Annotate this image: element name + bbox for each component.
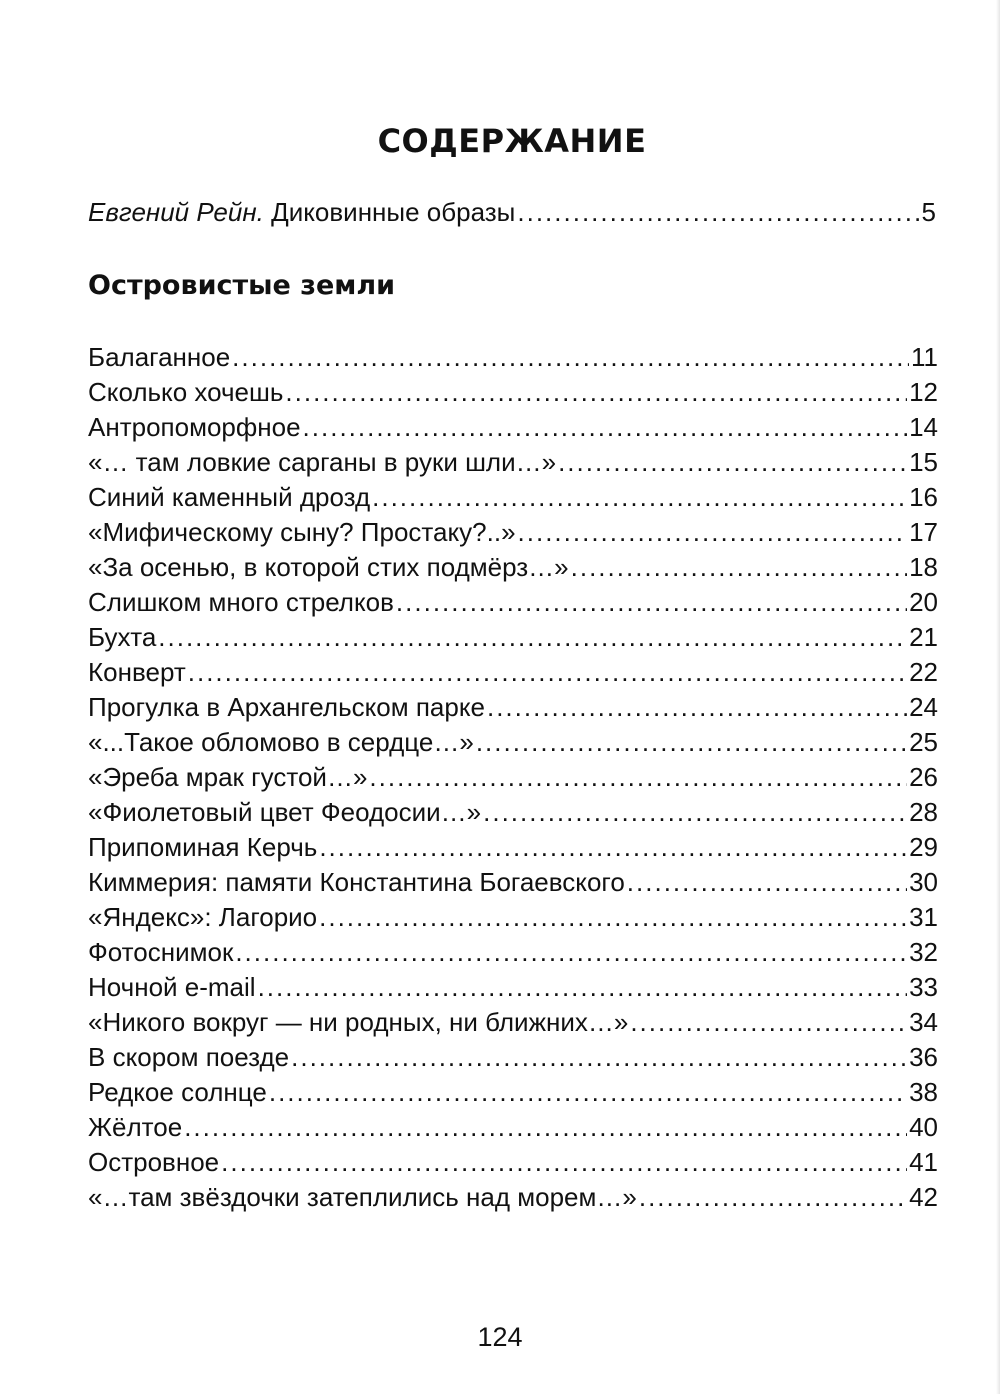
dot-leader	[221, 1145, 907, 1180]
dot-leader	[158, 620, 907, 655]
toc-entry-page-number: 26	[909, 762, 938, 792]
intro-separator	[264, 197, 271, 228]
dot-leader	[487, 690, 907, 725]
toc-entry-page-number: 14	[909, 412, 938, 442]
toc-entry-title: Балаганное	[88, 342, 231, 372]
toc-entry-page-number: 31	[909, 902, 938, 932]
section-title: Островистые земли	[88, 270, 396, 301]
toc-entry[interactable]	[88, 620, 938, 655]
toc-entry-page-number: 11	[911, 342, 938, 372]
toc-entry-title: Редкое солнце	[88, 1077, 267, 1107]
toc-entry-page-number: 17	[909, 517, 938, 547]
toc-entry-page-number: 15	[909, 447, 938, 477]
toc-entry[interactable]	[88, 1040, 938, 1075]
toc-entry[interactable]	[88, 550, 938, 585]
toc-entry-title: «За осенью, в которой стих подмёрз…»	[88, 552, 569, 582]
toc-entry-title: «Фиолетовый цвет Феодосии…»	[88, 797, 482, 827]
intro-author: Евгений Рейн.	[88, 197, 264, 227]
dot-leader	[232, 340, 909, 375]
dot-leader	[188, 655, 907, 690]
toc-entry-page-number: 25	[909, 727, 938, 757]
dot-leader	[483, 795, 907, 830]
toc-entry[interactable]	[88, 410, 938, 445]
dot-leader	[291, 1040, 907, 1075]
toc-entry[interactable]	[88, 585, 938, 620]
dot-leader	[369, 760, 907, 795]
toc-entry[interactable]	[88, 935, 938, 970]
toc-entry[interactable]	[88, 655, 938, 690]
toc-entry[interactable]	[88, 970, 938, 1005]
toc-entry[interactable]	[88, 690, 938, 725]
toc-entry[interactable]	[88, 1110, 938, 1145]
toc-entry[interactable]	[88, 445, 938, 480]
toc-entry[interactable]	[88, 375, 938, 410]
toc-entry-title: «Эреба мрак густой…»	[88, 762, 368, 792]
toc-entry[interactable]	[88, 1145, 938, 1180]
toc-entry-page-number: 32	[909, 937, 938, 967]
toc-entry-page-number: 34	[909, 1007, 938, 1037]
dot-leader	[571, 550, 907, 585]
toc-entry-title: «…там звёздочки затеплились над морем…»	[88, 1182, 637, 1212]
toc-entry[interactable]	[88, 1075, 938, 1110]
toc-entry[interactable]	[88, 725, 938, 760]
toc-entry-title: Фотоснимок	[88, 937, 234, 967]
dot-leader	[319, 900, 907, 935]
toc-entry-title: «Никого вокруг — ни родных, ни ближних…»	[88, 1007, 629, 1037]
toc-entry-page-number: 30	[909, 867, 938, 897]
dot-leader	[476, 725, 907, 760]
toc-entry-title: Бухта	[88, 622, 157, 652]
dot-leader	[558, 445, 907, 480]
toc-list	[88, 340, 938, 1215]
toc-entry-title: Антропоморфное	[88, 412, 301, 442]
toc-entry-page-number: 24	[909, 692, 938, 722]
dot-leader	[627, 865, 907, 900]
toc-entry-page-number: 28	[909, 797, 938, 827]
toc-entry[interactable]	[88, 795, 938, 830]
page-edge-shadow	[996, 0, 1000, 1394]
dot-leader	[630, 1005, 907, 1040]
toc-entry-page-number: 22	[909, 657, 938, 687]
toc-entry[interactable]	[88, 900, 938, 935]
toc-entry-title: Прогулка в Архангельском парке	[88, 692, 485, 722]
page-number: 124	[477, 1322, 523, 1352]
dot-leader	[319, 830, 907, 865]
toc-entry[interactable]	[88, 480, 938, 515]
toc-entry-page-number: 33	[909, 972, 938, 1002]
toc-entry-page-number: 12	[909, 377, 938, 407]
toc-entry-title: «Мифическому сыну? Простаку?..»	[88, 517, 516, 547]
toc-entry-title: Ночной e-mail	[88, 972, 256, 1002]
toc-entry[interactable]	[88, 340, 938, 375]
toc-entry[interactable]	[88, 760, 938, 795]
toc-entry-title: Жёлтое	[88, 1112, 183, 1142]
toc-entry-page-number: 40	[909, 1112, 938, 1142]
toc-entry-title: «...Такое обломово в сердце…»	[88, 727, 474, 757]
dot-leader	[303, 410, 908, 445]
intro-title: Диковинные образы	[271, 197, 516, 227]
toc-entry-page-number: 41	[909, 1147, 938, 1177]
dot-leader	[258, 970, 908, 1005]
toc-entry[interactable]	[88, 865, 938, 900]
toc-entry[interactable]	[88, 830, 938, 865]
toc-entry-title: «Яндекс»: Лагорио	[88, 902, 318, 932]
toc-entry-page-number: 16	[909, 482, 938, 512]
intro-page-number: 5	[921, 197, 936, 227]
dot-leader	[396, 585, 907, 620]
dot-leader	[518, 515, 908, 550]
toc-entry-page-number: 36	[909, 1042, 938, 1072]
toc-entry-page-number: 20	[909, 587, 938, 617]
toc-entry-page-number: 29	[909, 832, 938, 862]
toc-entry-title: «… там ловкие сарганы в руки шли…»	[88, 447, 557, 477]
toc-entry-title: Сколько хочешь	[88, 377, 284, 407]
toc-entry-title: Конверт	[88, 657, 186, 687]
toc-entry-page-number: 18	[909, 552, 938, 582]
toc-entry[interactable]	[88, 1005, 938, 1040]
dot-leader	[372, 480, 907, 515]
toc-entry-title: Припоминая Керчь	[88, 832, 318, 862]
dot-leader	[517, 197, 919, 228]
dot-leader	[269, 1075, 907, 1110]
toc-entry-title: Островное	[88, 1147, 220, 1177]
toc-entry[interactable]	[88, 515, 938, 550]
toc-entry-page-number: 42	[909, 1182, 938, 1212]
toc-entry-title: В скором поезде	[88, 1042, 290, 1072]
toc-entry-title: Киммерия: памяти Константина Богаевского	[88, 867, 625, 897]
toc-entry[interactable]	[88, 1180, 938, 1215]
dot-leader	[184, 1110, 907, 1145]
toc-entry-page-number: 38	[909, 1077, 938, 1107]
dot-leader	[285, 375, 907, 410]
toc-entry-title: Синий каменный дрозд	[88, 482, 371, 512]
toc-entry-title: Слишком много стрелков	[88, 587, 394, 617]
toc-entry-page-number: 21	[909, 622, 938, 652]
dot-leader	[639, 1180, 907, 1215]
dot-leader	[235, 935, 907, 970]
page-title: СОДЕРЖАНИЕ	[377, 122, 647, 160]
toc-intro-entry[interactable]	[88, 197, 936, 228]
